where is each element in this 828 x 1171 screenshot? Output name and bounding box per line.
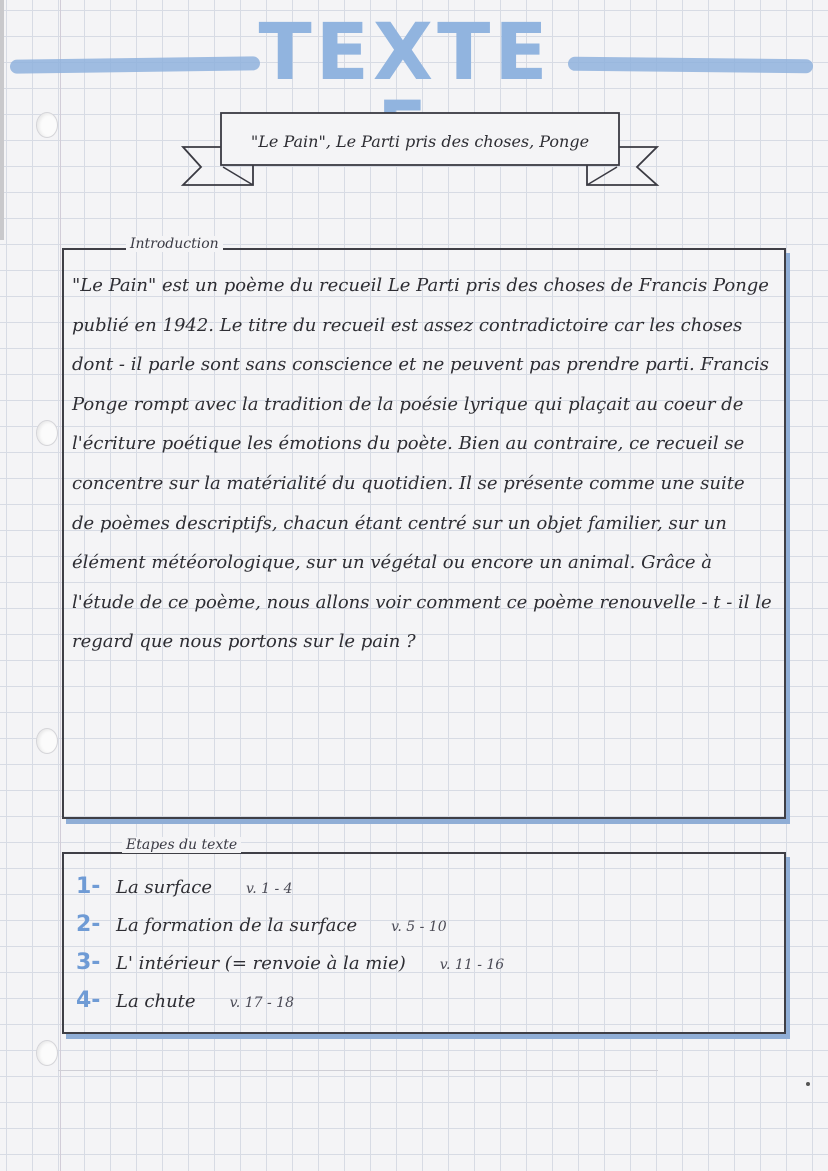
ink-dot	[806, 1082, 810, 1086]
title-underline-left	[10, 56, 260, 73]
step-number: 1-	[76, 874, 101, 899]
list-item	[76, 944, 766, 982]
verse-range: v. 17 - 18	[229, 995, 294, 1011]
punch-hole	[36, 1040, 58, 1066]
list-item	[76, 868, 766, 906]
verse-range: v. 5 - 10	[391, 919, 447, 935]
list-item	[76, 906, 766, 944]
punch-hole	[36, 420, 58, 446]
title-underline-right	[568, 57, 813, 74]
verse-range: v. 11 - 16	[439, 957, 505, 973]
ribbon-banner	[175, 105, 665, 200]
step-title: La surface	[116, 877, 212, 898]
list-item	[76, 982, 766, 1020]
punch-hole	[36, 112, 58, 138]
step-number: 3-	[76, 950, 101, 975]
step-title: La formation de la surface	[116, 915, 358, 936]
banner-subtitle: "Le Pain", Le Parti pris des choses, Ponge	[250, 132, 590, 151]
page-title: TEXTE	[258, 8, 552, 98]
bottom-rule	[58, 1070, 658, 1071]
introduction-heading: Introduction	[126, 236, 223, 252]
introduction-paragraph: "Le Pain" est un poème du recueil Le Parti pris des choses de Francis Ponge publié en 1942. Le titre du recueil est assez contradictoire car les choses dont - il parle sont sans conscience et ne peuvent pas prendre parti. Francis Ponge rompt avec la tradition de la poésie lyrique qui plaçait au coeur de l'écriture poétique les émotions du poète. Bien au contraire, ce recueil se concentre sur la matérialité du quotidien. Il se présente comme une suite de poèmes descriptifs, chacun étant centré sur un objet familier, sur un élément météorologique, sur un végétal ou encore un animal. Grâce à l'étude de ce poème, nous allons voir comment ce poème renouvelle - t - il le regard que nous portons sur le pain ?	[72, 275, 772, 653]
page-edge	[0, 0, 4, 240]
step-number: 4-	[76, 988, 101, 1013]
margin-line	[60, 0, 61, 1171]
step-title: La chute	[116, 991, 196, 1012]
step-number: 2-	[76, 912, 101, 937]
punch-hole	[36, 728, 58, 754]
steps-heading: Etapes du texte	[122, 837, 241, 853]
steps-list	[76, 868, 766, 1020]
verse-range: v. 1 - 4	[245, 881, 293, 897]
step-title: L' intérieur (= renvoie à la mie)	[116, 953, 406, 974]
